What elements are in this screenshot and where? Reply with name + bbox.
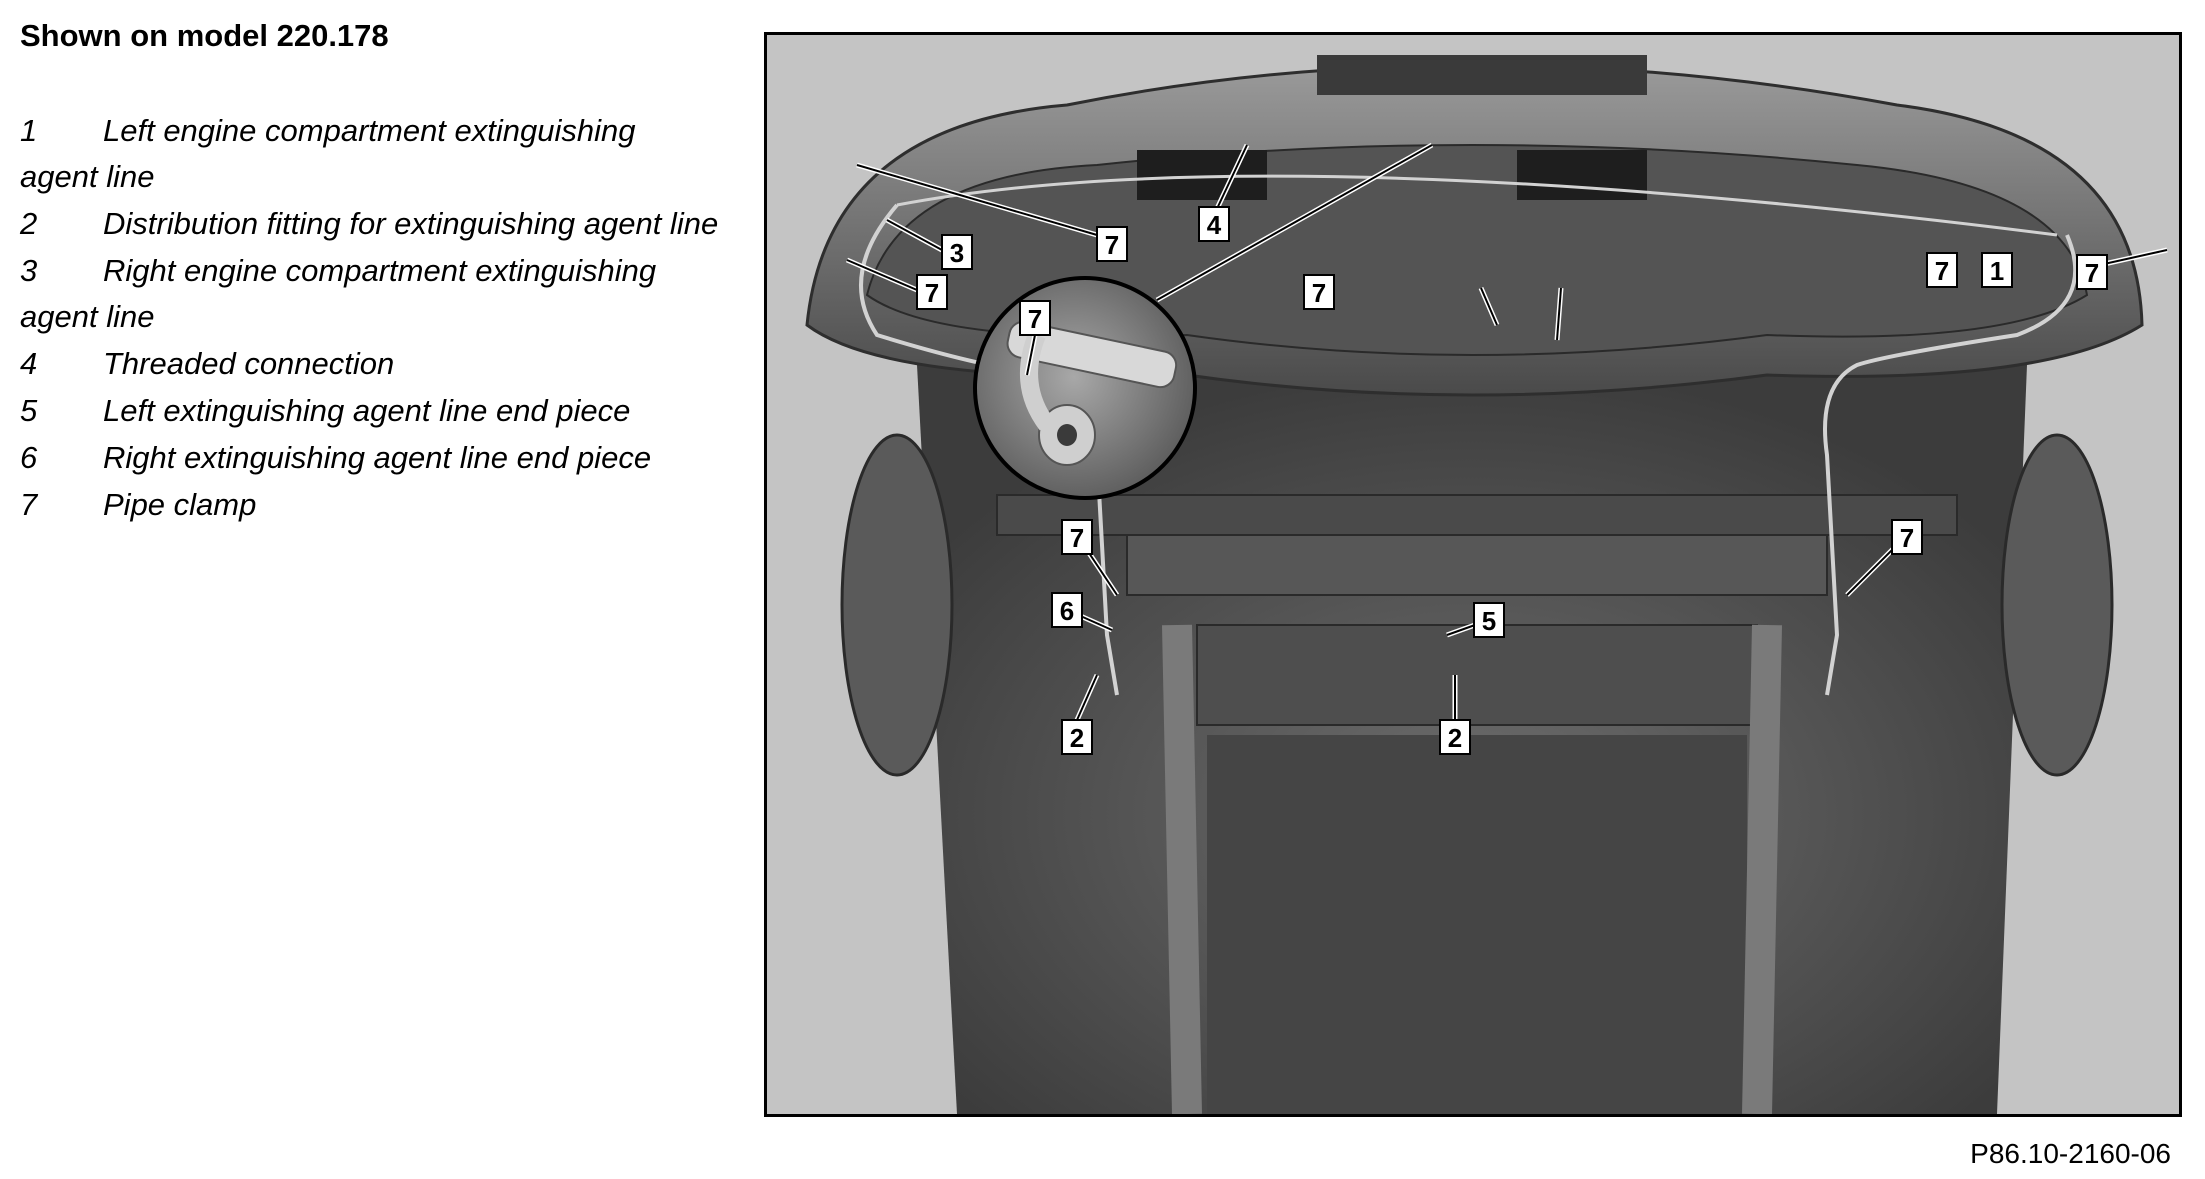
svg-text:5: 5	[1481, 606, 1497, 636]
callout-6	[1052, 593, 1082, 627]
callout-2	[1440, 720, 1470, 754]
callout-3	[942, 235, 972, 269]
left-wheel	[842, 435, 952, 775]
exhaust-pipe-right	[1757, 625, 1767, 1114]
air-vent	[1517, 150, 1647, 200]
callout-1	[1982, 253, 2012, 287]
legend-item	[20, 341, 720, 387]
legend-item	[20, 108, 720, 200]
rear-panel	[1207, 735, 1747, 1114]
callout-5	[1474, 603, 1504, 637]
svg-text:3: 3	[949, 238, 965, 268]
figure-reference: P86.10-2160-06	[1970, 1138, 2171, 1169]
legend-number: 3	[20, 253, 38, 288]
svg-text:7: 7	[1069, 523, 1085, 553]
legend-text: Left engine compartment extinguishing agent line	[20, 113, 636, 194]
svg-text:7: 7	[1934, 256, 1950, 286]
legend-text: Right extinguishing agent line end piece	[103, 440, 652, 475]
engine-pan	[1197, 625, 1757, 725]
crossmember	[997, 495, 1957, 535]
vehicle-underside-photo	[764, 32, 2182, 1117]
svg-text:7: 7	[924, 278, 940, 308]
callout-7	[917, 275, 947, 309]
callout-7	[1927, 253, 1957, 287]
svg-text:7: 7	[2084, 258, 2100, 288]
legend-item	[20, 388, 720, 434]
callout-7	[1304, 275, 1334, 309]
legend-text: Distribution fitting for extinguishing agent line	[103, 206, 719, 241]
legend-item	[20, 201, 720, 247]
legend-text: Left extinguishing agent line end piece	[103, 393, 631, 428]
legend-text: Pipe clamp	[103, 487, 257, 522]
legend-item	[20, 248, 720, 340]
svg-text:6: 6	[1059, 596, 1075, 626]
exhaust-pipe-left	[1177, 625, 1187, 1114]
page-heading: Shown on model 220.178	[20, 18, 389, 53]
right-wheel	[2002, 435, 2112, 775]
legend-number: 1	[20, 113, 38, 148]
callout-4	[1199, 207, 1229, 241]
legend-list	[20, 108, 720, 529]
callout-7	[2077, 255, 2107, 289]
legend-number: 2	[20, 206, 38, 241]
legend-item	[20, 482, 720, 528]
subframe	[1127, 535, 1827, 595]
legend-number: 7	[20, 487, 38, 522]
callout-7	[1020, 301, 1050, 335]
callout-7	[1062, 520, 1092, 554]
legend-item	[20, 435, 720, 481]
svg-text:7: 7	[1899, 523, 1915, 553]
svg-text:2: 2	[1447, 723, 1463, 753]
callout-7	[1097, 227, 1127, 261]
callout-2	[1062, 720, 1092, 754]
legend-number: 6	[20, 440, 38, 475]
vehicle-underside-illustration	[767, 35, 2179, 1114]
callout-7	[1892, 520, 1922, 554]
svg-text:7: 7	[1104, 230, 1120, 260]
air-vent	[1317, 55, 1647, 95]
legend-number: 4	[20, 346, 38, 381]
svg-text:7: 7	[1027, 304, 1043, 334]
svg-text:2: 2	[1069, 723, 1085, 753]
svg-text:7: 7	[1311, 278, 1327, 308]
legend-number: 5	[20, 393, 38, 428]
legend-text: Threaded connection	[103, 346, 395, 381]
svg-text:1: 1	[1989, 256, 2005, 286]
legend-text: Right engine compartment extinguishing agent line	[20, 253, 657, 334]
svg-text:4: 4	[1206, 210, 1222, 240]
